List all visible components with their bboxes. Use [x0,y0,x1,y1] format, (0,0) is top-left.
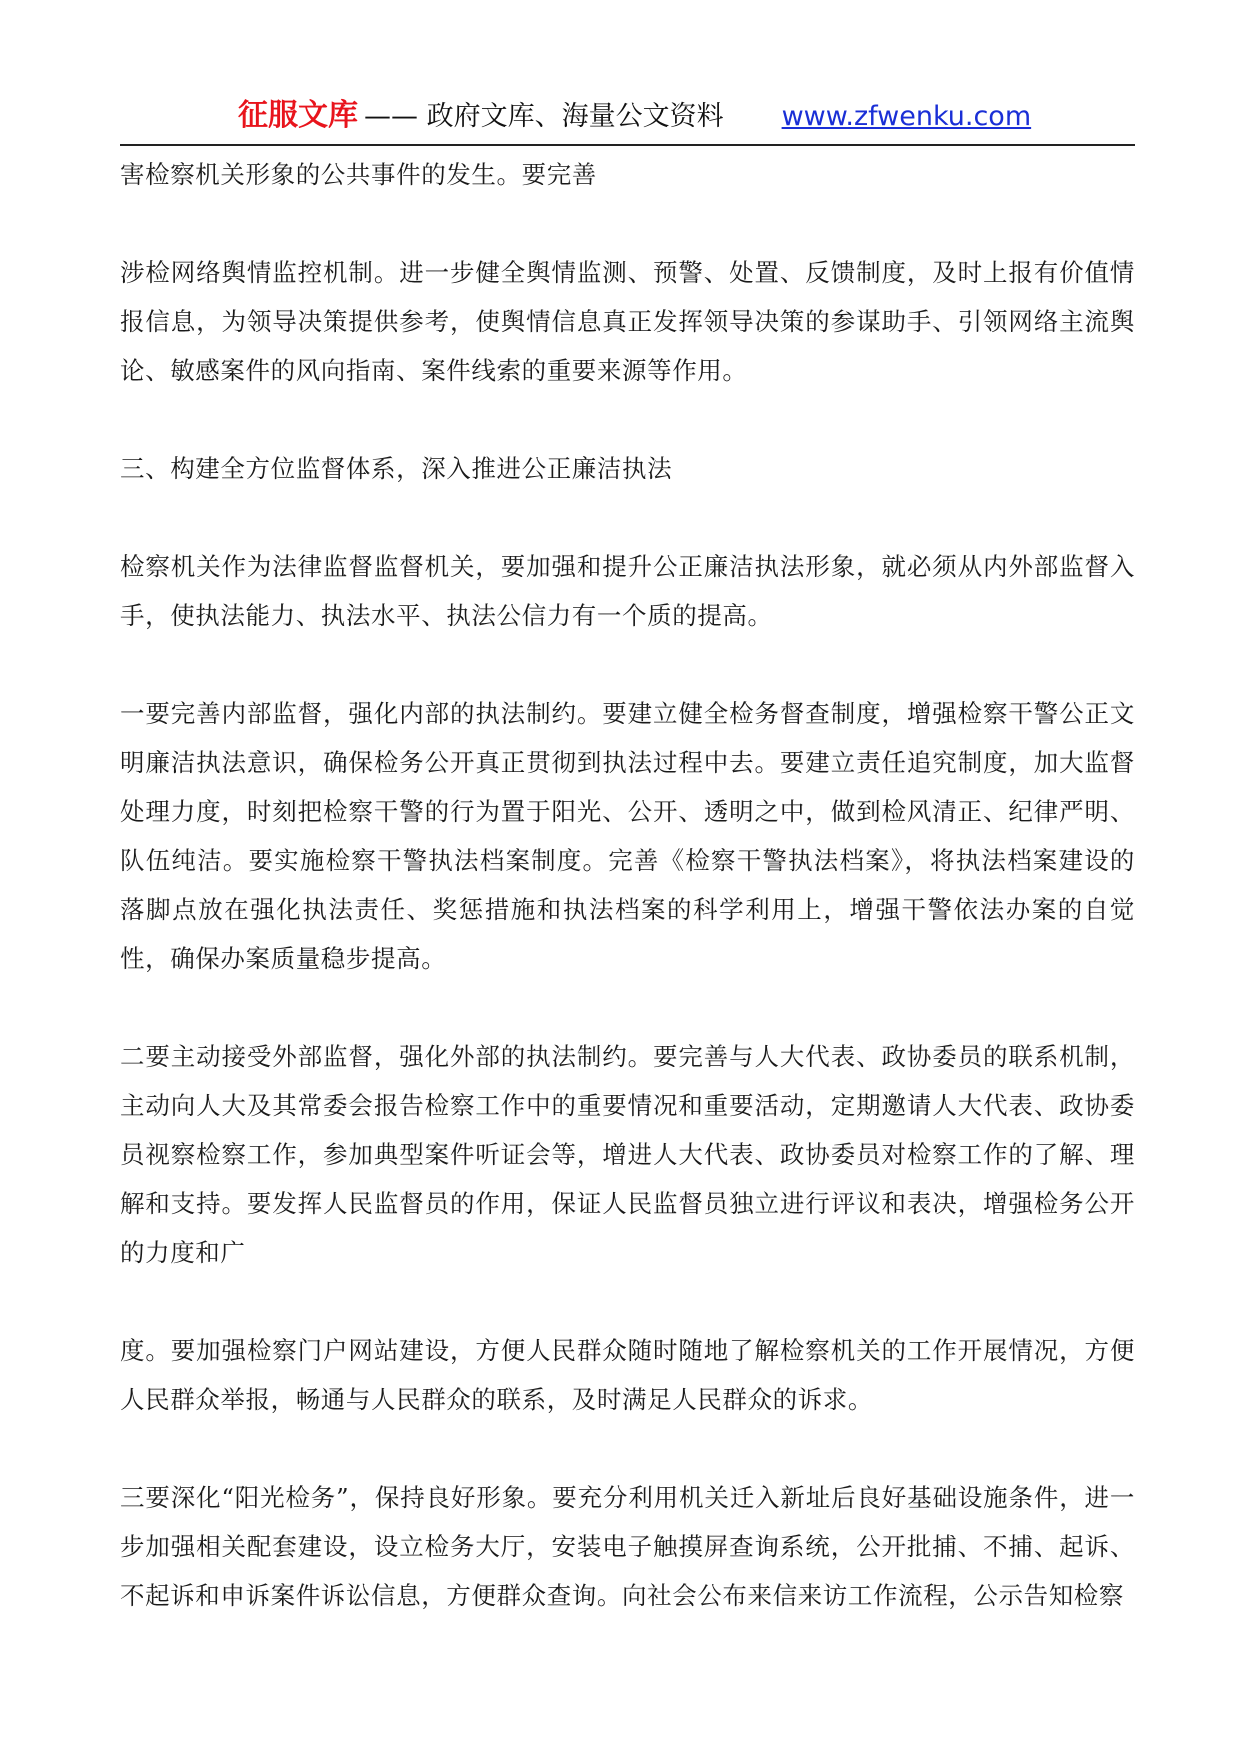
paragraph-gap [120,1277,1135,1326]
paragraph-gap [120,493,1135,542]
paragraph-gap [120,199,1135,248]
paragraph-gap [120,1424,1135,1473]
paragraph: 害检察机关形象的公共事件的发生。要完善 [120,160,597,189]
paragraph-gap [120,640,1135,689]
site-url-link[interactable]: www.zfwenku.com [781,101,1032,132]
document-body [120,150,1135,1620]
header-line [238,98,1031,135]
paragraph: 一要完善内部监督，强化内部的执法制约。要建立健全检务督查制度，增强检察干警公正文明廉洁执法意识，确保检务公开真正贯彻到执法过程中去。要建立责任追究制度，加大监督处理力度，时刻把检察干警的行为置于阳光、公开、透明之中，做到检风清正、纪律严明、队伍纯洁。要实施检察干警执法档案制度。完善《检察干警执法档案》，将执法档案建设的落脚点放在强化执法责任、奖惩措施和执法档案的科学利用上，增强干警依法办案的自觉性，确保办案质量稳步提高。 [120,699,1135,973]
paragraph: 涉检网络舆情监控机制。进一步健全舆情监测、预警、处置、反馈制度，及时上报有价值情报信息，为领导决策提供参考，使舆情信息真正发挥领导决策的参谋助手、引领网络主流舆论、敏感案件的风向指南、案件线索的重要来源等作用。 [120,258,1135,385]
paragraph: 度。要加强检察门户网站建设，方便人民群众随时随地了解检察机关的工作开展情况，方便人民群众举报，畅通与人民群众的联系，及时满足人民群众的诉求。 [120,1336,1135,1414]
section-heading: 三、构建全方位监督体系，深入推进公正廉洁执法 [120,454,673,483]
page-header [120,96,1135,146]
brand-name: 征服文库 [238,98,358,133]
paragraph-gap [120,395,1135,444]
header-tagline: —— 政府文库、海量公文资料 [364,101,724,132]
paragraph-gap [120,983,1135,1032]
paragraph: 三要深化“阳光检务”，保持良好形象。要充分利用机关迁入新址后良好基础设施条件，进一步加强相关配套建设，设立检务大厅，安装电子触摸屏查询系统，公开批捕、不捕、起诉、不起诉和申诉案件诉讼信息，方便群众查询。向社会公布来信来访工作流程，公示告知检察 [120,1483,1135,1610]
paragraph: 检察机关作为法律监督监督机关，要加强和提升公正廉洁执法形象，就必须从内外部监督入手，使执法能力、执法水平、执法公信力有一个质的提高。 [120,552,1135,630]
paragraph: 二要主动接受外部监督，强化外部的执法制约。要完善与人大代表、政协委员的联系机制，主动向人大及其常委会报告检察工作中的重要情况和重要活动，定期邀请人大代表、政协委员视察检察工作，参加典型案件听证会等，增进人大代表、政协委员对检察工作的了解、理解和支持。要发挥人民监督员的作用，保证人民监督员独立进行评议和表决，增强检务公开的力度和广 [120,1042,1135,1267]
